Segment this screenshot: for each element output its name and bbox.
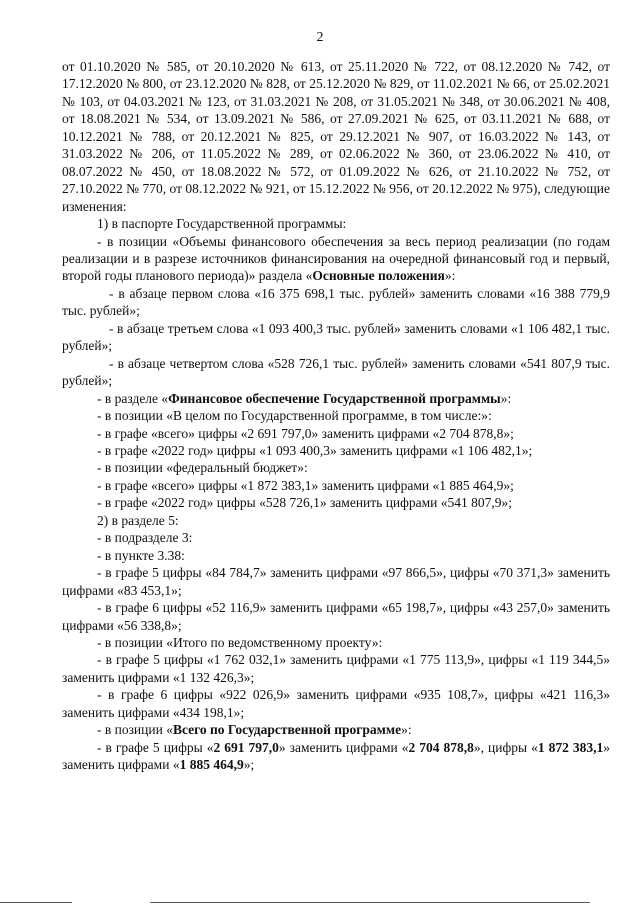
bold-number: 2 691 797,0 [213, 739, 279, 755]
text-fragment: - в разделе « [97, 390, 169, 406]
scan-edge-line [0, 902, 72, 903]
paragraph-abz4: - в абзаце четвертом слова «528 726,1 тыс. рублей» заменить словами «541 807,9 тыс. рублей»; [62, 355, 610, 389]
column6-itogo: - в графе 6 цифры «922 026,9» заменить цифрами «935 108,7», цифры «421 116,3» заменить цифрами «434 198,1»; [62, 687, 610, 720]
paragraph-abz3: - в абзаце третьем слова «1 093 400,3 тыс. рублей» заменить словами «1 106 482,1 тыс. рублей»; [62, 320, 610, 354]
document-body [62, 58, 610, 774]
position-total: - в позиции «В целом по Государственной программе, в том числе:»: [97, 408, 492, 424]
text-fragment: - в графе 5 цифры « [97, 739, 214, 755]
section-financing [62, 390, 610, 407]
column5-vsego [62, 739, 610, 774]
scan-edge-line [150, 902, 590, 903]
point-3-38: - в пункте 3.38: [97, 547, 185, 563]
position-vsego [62, 721, 610, 738]
item-2: 2) в разделе 5: [97, 512, 179, 528]
federal-2022: - в графе «2022 год» цифры «528 726,1» заменить цифрами «541 807,9»; [97, 495, 513, 511]
bold-number: 1 872 383,1 [537, 739, 604, 755]
federal-all: - в графе «всего» цифры «1 872 383,1» заменить цифрами «1 885 464,9»; [97, 477, 514, 493]
text-fragment: » заменить цифрами « [62, 739, 610, 773]
total-2022: - в графе «2022 год» цифры «1 093 400,3» заменить цифрами «1 106 482,1»; [97, 442, 533, 458]
item-1: 1) в паспорте Государственной программы: [97, 216, 347, 232]
text-fragment: », цифры « [473, 739, 538, 755]
total-all: - в графе «всего» цифры «2 691 797,0» заменить цифрами «2 704 878,8»; [97, 425, 514, 441]
column5-itogo: - в графе 5 цифры «1 762 032,1» заменить цифрами «1 775 113,9», цифры «1 119 344,5» заменить цифрами «1 132 426,3»; [62, 652, 610, 685]
subsection-3: - в подразделе 3: [97, 530, 193, 546]
bold-number: 2 704 878,8 [408, 739, 474, 755]
bold-section-name: Финансовое обеспечение Государственной программы [168, 390, 501, 406]
position-itogo: - в позиции «Итого по ведомственному проекту»: [97, 634, 383, 650]
text-fragment: »: [401, 722, 412, 738]
text-fragment: »: [500, 390, 512, 406]
position-federal: - в позиции «федеральный бюджет»: [97, 460, 308, 476]
bold-section-name: Основные положения [312, 268, 445, 284]
intro-paragraph: от 01.10.2020 № 585, от 20.10.2020 № 613, от 25.11.2020 № 722, от 08.12.2020 № 742, от 17.12.2020 № 800, от 23.12.2020 № 828, от 25.12.2020 № 829, от 11.02.2021 № 66, от 25.02.2021 № 103, от 04.03.2021 № 123, от 31.03.2021 № 208, от 31.05.2021 № 348, от 30.06.2021 № 408, от 18.08.2021 № 534, от 13.09.2021 № 586, от 27.09.2021 № 625, от 03.11.2021 № 688, от 10.12.2021 № 788, от 20.12.2021 № 825, от 29.12.2021 № 907, от 16.03.2022 № 143, от 31.03.2022 № 206, от 11.05.2022 № 289, от 02.06.2022 № 360, от 23.06.2022 № 410, от 08.07.2022 № 450, от 18.08.2022 № 572, от 01.09.2022 № 626, от 21.10.2022 № 752, от 27.10.2022 № 770, от 08.12.2022 № 921, от 15.12.2022 № 956, от 20.12.2022 № 975), следующие изменения: [62, 59, 610, 214]
bold-position-name: Всего по Государственной программе [172, 722, 402, 738]
page-number: 2 [316, 30, 324, 45]
text-fragment: » заменить цифрами « [278, 739, 409, 755]
column6-3-38: - в графе 6 цифры «52 116,9» заменить цифрами «65 198,7», цифры «43 257,0» заменить цифрами «56 338,8»; [62, 600, 610, 633]
position-volumes [62, 233, 610, 285]
text-fragment: »: [444, 268, 456, 284]
text-fragment: - в позиции « [97, 722, 173, 738]
paragraph-abz1: - в абзаце первом слова «16 375 698,1 тыс. рублей» заменить словами «16 388 779,9 тыс. рублей»; [62, 285, 610, 319]
bold-number: 1 885 464,9 [179, 757, 244, 773]
text-fragment: »; [243, 757, 255, 773]
text-fragment: - в позиции «Объемы финансового обеспечения за весь период реализации (по годам реализации и в разрезе источников финансирования на очередной финансовый год и первый, второй годы планового периода)» раздела « [62, 233, 610, 284]
column5-3-38: - в графе 5 цифры «84 784,7» заменить цифрами «97 866,5», цифры «70 371,3» заменить цифрами «83 453,1»; [62, 565, 610, 598]
